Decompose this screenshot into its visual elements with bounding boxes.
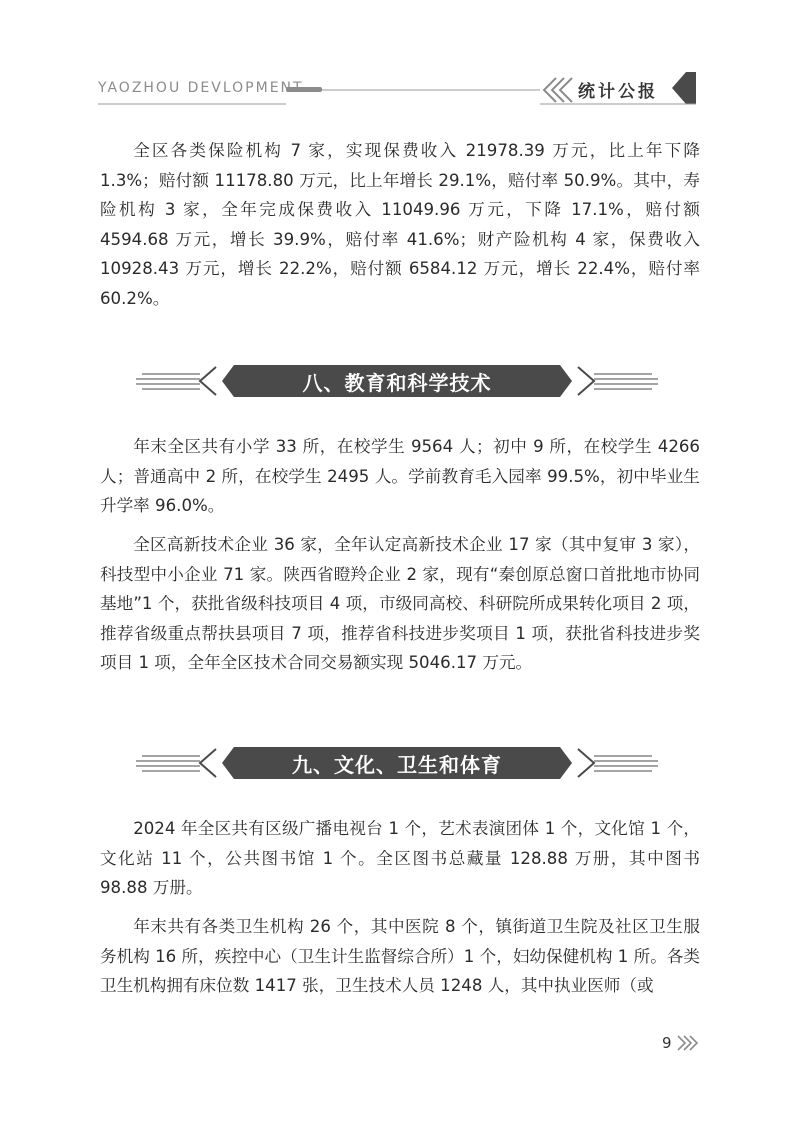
header-english-title: YAOZHOU DEVLOPMENT	[98, 80, 304, 96]
section-banner-culture	[0, 743, 794, 783]
paragraph-insurance: 全区各类保险机构 7 家，实现保费收入 21978.39 万元，比上年下降 1.3%；赔付额 11178.80 万元，比上年增长 29.1%，赔付率 50.9%。其中，寿险机构 3 家，全年完成保费收入 11049.96 万元，下降 17.1%，赔付额 4594.68 万元，增长 39.9%，赔付率 41.6%；财产险机构 4 家，保费收入 10928.43 万元，增长 22.2%，赔付额 6584.12 万元，增长 22.4%，赔付率 60.2%。	[100, 141, 700, 308]
paragraph-technology: 全区高新技术企业 36 家，全年认定高新技术企业 17 家（其中复审 3 家），科技型中小企业 71 家。陕西省瞪羚企业 2 家，现有“秦创原总窗口首批地市协同基地”1 个，获批省级科技项目 4 项，市级同高校、科研院所成果转化项目 2 项，推荐省级重点帮扶县项目 7 项，推荐省科技进步奖项目 1 项，获批省科技进步奖项目 1 项，全年全区技术合同交易额实现 5046.17 万元。	[100, 535, 700, 673]
page-header	[0, 0, 794, 110]
chevron-right-icon	[676, 1034, 700, 1052]
paragraph-culture: 2024 年全区共有区级广播电视台 1 个，艺术表演团体 1 个，文化馆 1 个，文化站 11 个，公共图书馆 1 个。全区图书总藏量 128.88 万册，其中图书 98.88 万册。	[100, 819, 700, 898]
section-title-education: 八、教育和科学技术	[302, 371, 492, 395]
paragraph-education: 年末全区共有小学 33 所，在校学生 9564 人；初中 9 所，在校学生 4266 人；普通高中 2 所，在校学生 2495 人。学前教育毛入园率 99.5%，初中毕业生升学率 96.0%。	[100, 437, 700, 516]
section-title-culture: 九、文化、卫生和体育	[292, 753, 502, 777]
header-report-title: 统计公报	[578, 82, 658, 102]
paragraph-health: 年末共有各类卫生机构 26 个，其中医院 8 个，镇街道卫生院及社区卫生服务机构 16 所，疾控中心（卫生计生监督综合所）1 个，妇幼保健机构 1 所。各类卫生机构拥有床位数 1417 张，卫生技术人员 1248 人，其中执业医师（或	[100, 917, 700, 996]
page-number: 9	[662, 1034, 672, 1052]
section-banner-education	[0, 361, 794, 401]
